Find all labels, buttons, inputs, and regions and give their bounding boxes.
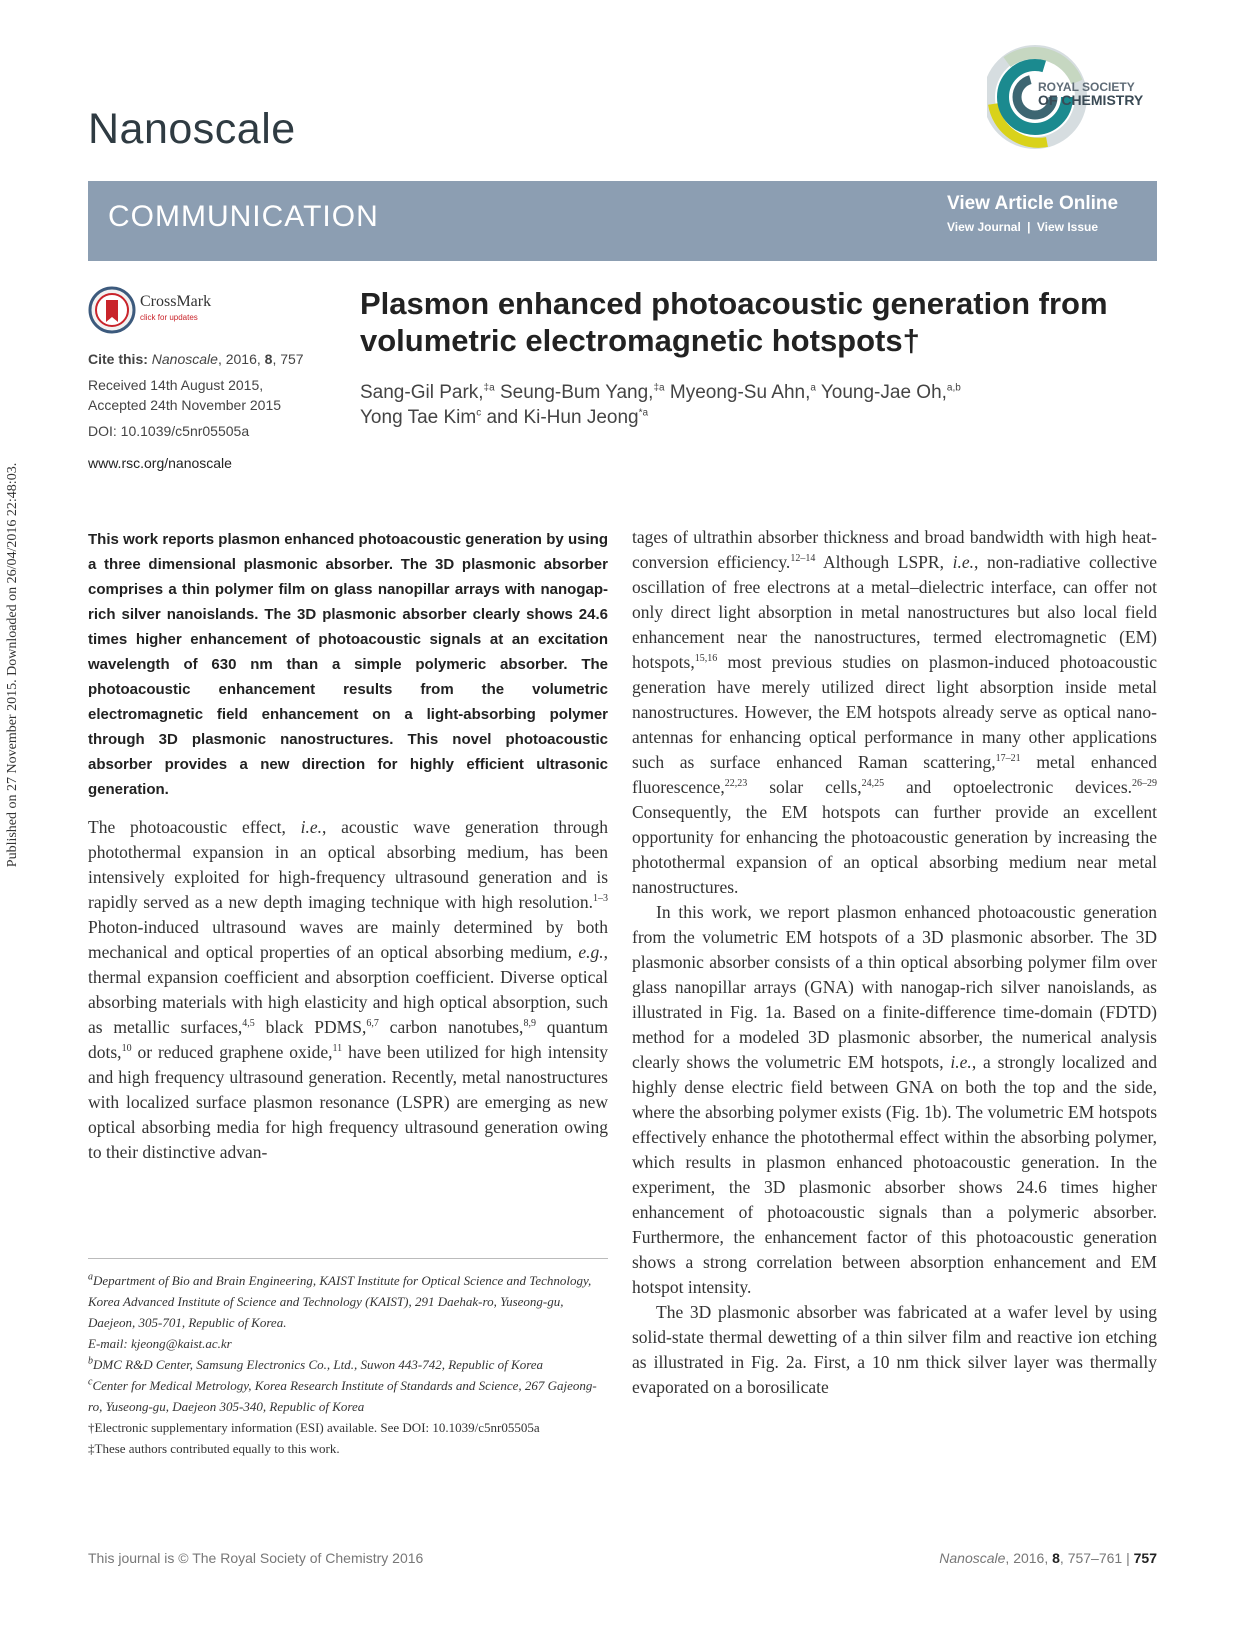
- footnote-b: $^b$DMC R&D Center, Samsung Electronics Co., Ltd., Suwon 443-742, Republic of Korea: [88, 1355, 544, 1372]
- abstract: This work reports plasmon enhanced photoacoustic generation by using a three dimensional plasmonic absorber. The 3D plasmonic absorber comprises a thin polymer film on glass nanopillar arrays with nanogap-rich silver nanoislands. The 3D plasmonic absorber clearly shows 24.6 times higher enhancement of photoacoustic signals at an excitation wavelength of 630 nm than a simple polymeric absorber. The photoacoustic enhancement results from the volumetric electromagnetic field enhancement on a light-absorbing polymer through 3D plasmonic nanostructures. This novel photoacoustic absorber provides a new direction for highly efficient ultrasonic generation.: [88, 531, 608, 798]
- body-column-right: [632, 525, 1157, 1400]
- journal-title[interactable]: Nanoscale: [88, 105, 296, 153]
- body-paragraph: tages of ultrathin absorber thickness and broad bandwidth with high heat-conversion efficiency.$^{12-14}$ Although LSPR, i.e., non-radiative collective oscillation of free electrons at a metal–dielectric interface, can offer not only direct light absorption in metal nanostructures but also local field enhancement near the nanostructures, termed electromagnetic (EM) hotspots,$^{15,16}$ most previous studies on plasmon-induced photoacoustic generation have merely utilized direct light absorption inside metal nanostructures. However, the EM hotspots already serve as optical nano-antennas for enhancing optical performance in many other applications such as surface enhanced Raman scattering,$^{17-21}$ metal enhanced fluorescence,$^{22,23}$ solar cells,$^{24,25}$ and optoelectronic devices.$^{26-29}$ Consequently, the EM hotspots can further provide an excellent opportunity for enhancing the photoacoustic generation by increasing the photothermal expansion of an optical absorbing medium near metal nanostructures.: [632, 527, 1158, 897]
- footnote-esi: †Electronic supplementary information (ESI) available. See DOI: 10.1039/c5nr05505a: [88, 1420, 540, 1435]
- article-title: Plasmon enhanced photoacoustic generation from volumetric electromagnetic hotspots†: [360, 286, 1108, 358]
- crossmark-label: CrossMark: [140, 293, 212, 310]
- footnote-divider: [88, 1258, 608, 1259]
- author-list: Sang-Gil Park,$^{\ddagger a}$ Seung-Bum Yang,$^{\ddagger a}$ Myeong-Su Ahn,$^a$ Young-Jae Oh,$^{a,b}$ Yong Tae Kim$^c$ and Ki-Hun Jeong$^{*a}$: [360, 382, 961, 428]
- body-paragraph: The photoacoustic effect, i.e., acoustic wave generation through photothermal expansion in an optical absorbing medium, has been intensively exploited for high-frequency ultrasound generation and is rapidly served as a new depth imaging technique with high resolution.$^{1-3}$ Photon-induced ultrasound waves are mainly determined by both mechanical and optical properties of an optical absorbing medium, e.g., thermal expansion coefficient and absorption coefficient. Diverse optical absorbing materials with high elasticity and high optical absorption, such as metallic surfaces,$^{4,5}$ black PDMS,$^{6,7}$ carbon nanotubes,$^{8,9}$ quantum dots,$^{10}$ or reduced graphene oxide,$^{11}$ have been utilized for high intensity and high frequency ultrasound generation. Recently, metal nanostructures with localized surface plasmon resonance (LSPR) are emerging as new optical absorbing media for high frequency ultrasound generation owing to their distinctive advan-: [88, 817, 608, 1162]
- body-paragraph: In this work, we report plasmon enhanced photoacoustic generation from the volumetric EM hotspots of a 3D plasmonic absorber. The 3D plasmonic absorber consists of a thin optical absorbing polymer film over glass nanopillar arrays (GNA) with nanogap-rich silver nanoislands, as illustrated in Fig. 1a. Based on a finite-difference time-domain (FDTD) method for a modeled 3D plasmonic absorber, the numerical analysis clearly shows the volumetric EM hotspots, i.e., a strongly localized and highly dense electric field between GNA on both the top and the side, where the absorbing polymer exists (Fig. 1b). The volumetric EM hotspots effectively enhance the photothermal effect within the absorbing polymer, which results in plasmon enhanced photoacoustic generation. In the experiment, the 3D plasmonic absorber shows 24.6 times higher enhancement of photoacoustic signals than a polymeric absorber. Furthermore, the enhancement factor of this photoacoustic generation shows a strong correlation between absorption enhancement and EM hotspot intensity.: [632, 902, 1157, 1297]
- accepted-date: Accepted 24th November 2015: [88, 397, 282, 413]
- journal-url[interactable]: www.rsc.org/nanoscale: [88, 455, 232, 471]
- footnote-equal-contribution: ‡These authors contributed equally to this work.: [88, 1441, 340, 1456]
- view-article-online-link[interactable]: View Article Online: [947, 193, 1119, 214]
- body-column-left: [88, 815, 608, 1165]
- crossmark-sub: click for updates: [140, 313, 198, 322]
- rsc-logo-text: ROYAL SOCIETY OF CHEMISTRY: [1038, 80, 1144, 108]
- copyright-footer: This journal is © The Royal Society of Chemistry 2016: [88, 1550, 424, 1566]
- footnote-email[interactable]: E-mail: kjeong@kaist.ac.kr: [88, 1336, 232, 1351]
- footnote-a: $^a$Department of Bio and Brain Engineering, KAIST Institute for Optical Science and Technology, Korea Advanced Institute of Science and Technology (KAIST), 291 Daehak-ro, Yuseong-gu, Daejeon, 305-701, Republic of Korea.: [88, 1271, 592, 1330]
- footnote-c: $^c$Center for Medical Metrology, Korea Research Institute of Standards and Science, 267 Gajeong-ro, Yuseong-gu, Daejeon 305-340, Republic of Korea: [88, 1376, 597, 1414]
- view-journal-link[interactable]: View Journal: [947, 220, 1021, 234]
- download-note: Published on 27 November 2015. Downloaded on 26/04/2016 22:48:03.: [5, 462, 20, 868]
- page-number: 757: [1133, 1550, 1157, 1566]
- view-links: [947, 220, 1098, 234]
- crossmark-icon: [88, 286, 136, 334]
- page-footer: Nanoscale, 2016, 8, 757–761 | 757: [939, 1550, 1157, 1566]
- footnotes: [88, 1270, 608, 1459]
- received-date: Received 14th August 2015,: [88, 377, 264, 393]
- cite-this: Cite this: Nanoscale, 2016, 8, 757: [88, 351, 304, 367]
- view-issue-link[interactable]: View Issue: [1036, 220, 1099, 234]
- crossmark-badge[interactable]: [88, 286, 238, 336]
- article-type: COMMUNICATION: [108, 200, 379, 233]
- doi[interactable]: DOI: 10.1039/c5nr05505a: [88, 423, 250, 439]
- body-paragraph: The 3D plasmonic absorber was fabricated at a wafer level by using solid-state thermal dewetting of a thin silver film and reactive ion etching as illustrated in Fig. 2a. First, a 10 nm thick silver layer was thermally evaporated on a borosilicate: [632, 1302, 1157, 1397]
- separator: |: [1027, 220, 1031, 234]
